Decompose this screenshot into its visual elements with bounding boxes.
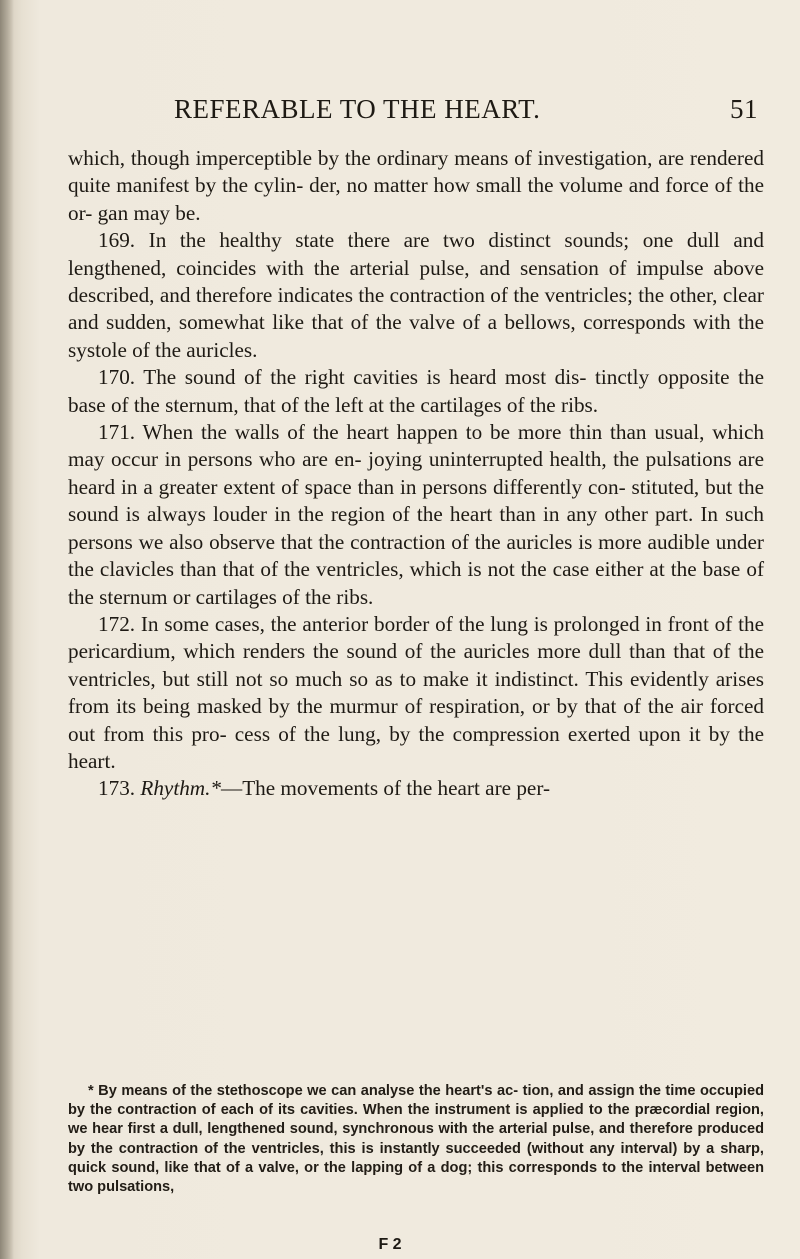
body-text — [68, 145, 764, 803]
paragraph-169: 169. In the healthy state there are two distinct sounds; one dull and lengthened, coincides with the arterial pulse, and sensation of impulse above described, and therefore indicates the contraction of the ventricles; the other, clear and sudden, somewhat like that of the valve of a bellows, corresponds with the systole of the auricles. — [68, 228, 764, 362]
page-header — [70, 94, 760, 134]
paragraph-number: 173. — [98, 776, 136, 801]
book-spine-shadow — [0, 0, 14, 1259]
paragraph-170: 170. The sound of the right cavities is heard most dis- tinctly opposite the base of the sternum, that of the left at the cartilages of the ribs. — [68, 365, 764, 417]
footnote — [68, 1082, 764, 1197]
signature-mark — [0, 1236, 800, 1254]
italic-term: Rhythm.* — [140, 776, 221, 801]
page-number: 51 — [730, 94, 758, 124]
footnote-text: * By means of the stethoscope we can analyse the heart's ac- tion, and assign the time occupied by the contraction of each of its cavities. When the instrument is applied to the præcordial region, we hear first a dull, lengthened sound, synchronous with the arterial pulse, and therefore produced by the contraction of the ventricles, this is instantly succeeded (without any interval) by a sharp, quick sound, like that of a valve, or the lapping of a dog; this corresponds to the interval between two pulsations, — [68, 1083, 764, 1196]
paragraph-172: 172. In some cases, the anterior border of the lung is prolonged in front of the pericardium, which renders the sound of the auricles more dull than that of the ventricles, but still not so much so as to make it indistinct. This evidently arises from its being masked by the murmur of respiration, or by that of the air forced out from this pro- cess of the lung, by the compression exerted upon it by the heart. — [68, 611, 764, 773]
paragraph-173 — [68, 775, 764, 802]
paragraph-173-text: —The movements of the heart are per- — [221, 776, 551, 801]
paragraph-171: 171. When the walls of the heart happen to be more thin than usual, which may occur in persons who are en- joying uninterrupted health, the pulsations are heard in a greater extent of space than in persons differently con- stituted, but the sound is always louder in the region of the heart than in any other part. In such persons we also observe that the contraction of the auricles is more audible under the clavicles than that of the ventricles, which is not the case either at the base of the sternum or cartilages of the ribs. — [68, 420, 764, 609]
running-title: REFERABLE TO THE HEART. — [174, 94, 541, 124]
signature-text: F 2 — [378, 1236, 402, 1253]
paragraph-continuation: which, though imperceptible by the ordinary means of investigation, are rendered quite manifest by the cylin- der, no matter how small the volume and force of the or- gan may be. — [68, 146, 764, 225]
